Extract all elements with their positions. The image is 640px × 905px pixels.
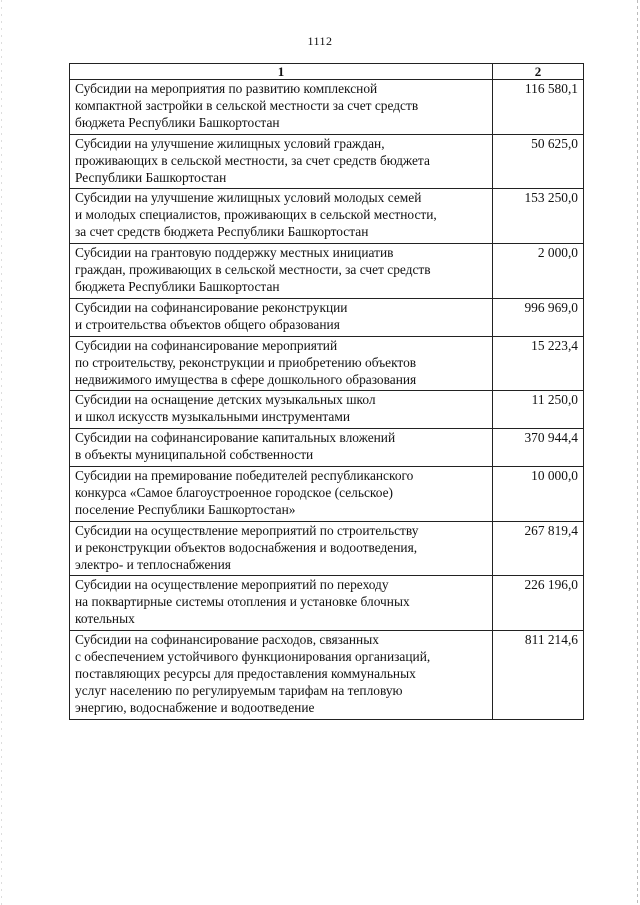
table-row [70,467,584,522]
description-line: Субсидии на улучшение жилищных условий молодых семей [75,190,422,206]
subsidy-amount: 996 969,0 [493,298,584,336]
subsidy-description [70,631,493,720]
subsidy-amount: 153 250,0 [493,189,584,244]
table-row [70,391,584,429]
subsidy-description [70,467,493,522]
table-row [70,336,584,391]
description-line: Республики Башкортостан [75,169,227,185]
subsidies-table [69,63,584,720]
subsidy-amount: 370 944,4 [493,429,584,467]
subsidy-amount: 15 223,4 [493,336,584,391]
table-row [70,298,584,336]
subsidy-amount: 116 580,1 [493,80,584,135]
description-line: бюджета Республики Башкортостан [75,114,280,130]
subsidy-amount: 10 000,0 [493,467,584,522]
subsidy-description [70,521,493,576]
table-row [70,244,584,299]
table-row [70,134,584,189]
description-line: проживающих в сельской местности, за счет средств бюджета [75,152,430,168]
page-number: 1112 [307,34,333,48]
description-line: поселение Республики Башкортостан» [75,501,296,517]
description-line: и молодых специалистов, проживающих в сельской местности, [75,207,437,223]
description-line: компактной застройки в сельской местности за счет средств [75,97,419,113]
scan-edge-left [1,0,2,905]
description-line: Субсидии на оснащение детских музыкальных школ [75,392,376,408]
subsidy-amount: 267 819,4 [493,521,584,576]
subsidy-amount: 811 214,6 [493,631,584,720]
scan-edge-right [637,0,638,905]
description-line: Субсидии на софинансирование расходов, связанных [75,632,379,648]
subsidy-amount: 226 196,0 [493,576,584,631]
subsidy-description [70,429,493,467]
description-line: услуг населению по регулируемым тарифам на тепловую [75,682,403,698]
table-row [70,429,584,467]
table-row [70,521,584,576]
table-row [70,189,584,244]
subsidy-description [70,576,493,631]
description-line: конкурса «Самое благоустроенное городское (сельское) [75,484,393,500]
description-line: и школ искусств музыкальными инструментами [75,409,350,425]
description-line: и реконструкции объектов водоснабжения и водоотведения, [75,539,418,555]
subsidy-amount: 2 000,0 [493,244,584,299]
subsidy-description [70,336,493,391]
subsidy-description [70,244,493,299]
description-line: Субсидии на улучшение жилищных условий граждан, [75,135,385,151]
table-header-row [70,64,584,80]
description-line: котельных [75,611,135,627]
description-line: в объекты муниципальной собственности [75,447,314,463]
description-line: Субсидии на софинансирование реконструкции [75,299,348,315]
description-line: по строительству, реконструкции и приобретению объектов [75,354,417,370]
subsidy-description [70,391,493,429]
description-line: поставляющих ресурсы для предоставления коммунальных [75,666,416,681]
description-line: с обеспечением устойчивого функционирования организаций, [75,649,431,665]
description-line: на поквартирные системы отопления и установке блочных [75,594,410,610]
description-line: граждан, проживающих в сельской местности, за счет средств [75,262,431,278]
description-line: Субсидии на софинансирование капитальных вложений [75,430,396,446]
table-body [70,80,584,720]
description-line: Субсидии на премирование победителей республиканского [75,468,414,484]
description-line: электро- и теплоснабжения [75,556,231,572]
description-line: и строительства объектов общего образования [75,316,340,332]
table-row [70,576,584,631]
description-line: Субсидии на грантовую поддержку местных инициатив [75,245,394,261]
description-line: энергию, водоснабжение и водоотведение [75,699,315,715]
table-row [70,80,584,135]
description-line: за счет средств бюджета Республики Башкортостан [75,224,369,240]
description-line: недвижимого имущества в сфере дошкольного образования [75,371,417,387]
description-line: Субсидии на мероприятия по развитию комплексной [75,81,378,96]
table-row [70,631,584,720]
subsidy-description [70,134,493,189]
subsidy-description [70,298,493,336]
subsidy-description [70,189,493,244]
column-header-1: 1 [70,64,493,80]
column-header-2: 2 [493,64,584,80]
description-line: Субсидии на осуществление мероприятий по переходу [75,577,389,593]
description-line: Субсидии на осуществление мероприятий по строительству [75,522,419,538]
subsidy-description [70,80,493,135]
description-line: бюджета Республики Башкортостан [75,278,280,294]
subsidy-amount: 50 625,0 [493,134,584,189]
subsidy-amount: 11 250,0 [493,391,584,429]
description-line: Субсидии на софинансирование мероприятий [75,337,338,353]
